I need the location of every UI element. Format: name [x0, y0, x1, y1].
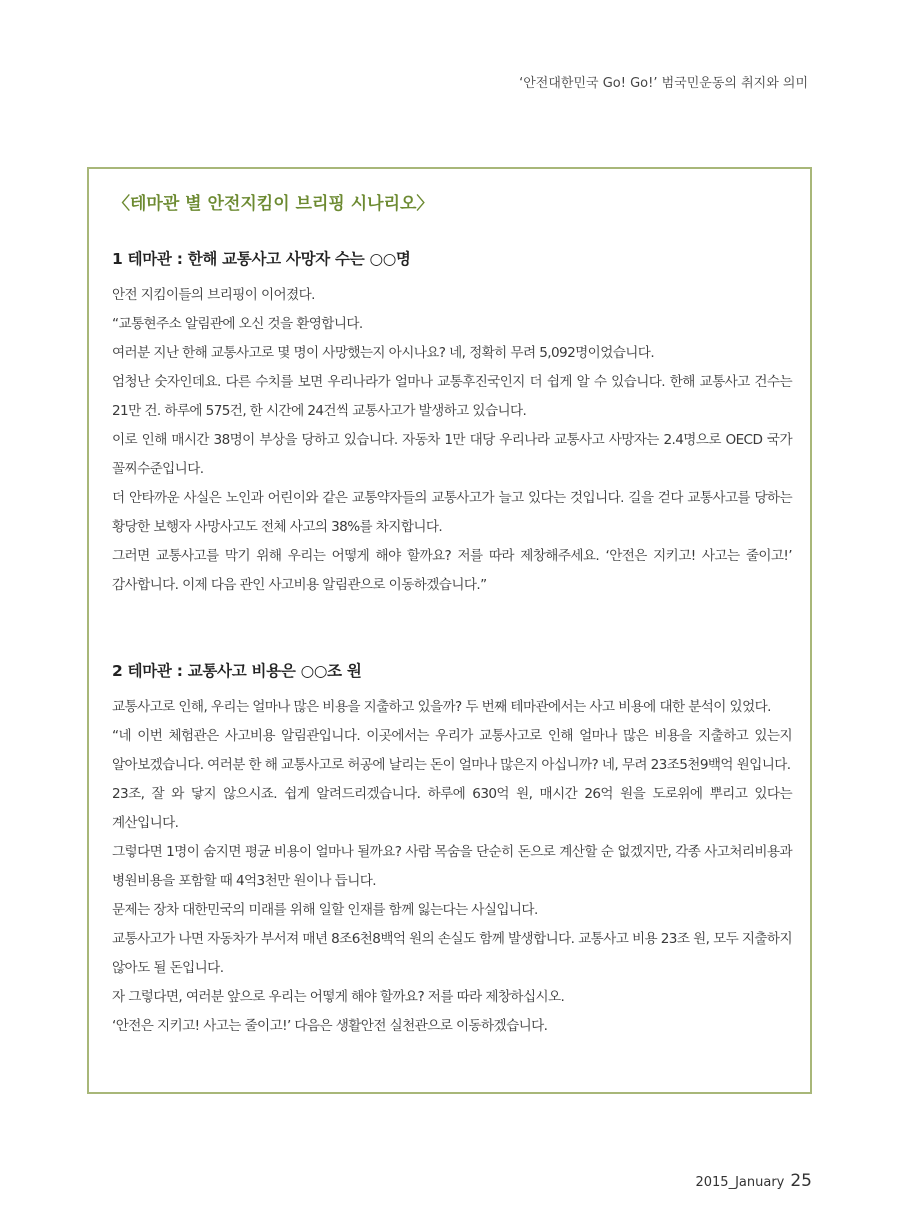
- section-title: 2 테마관 : 교통사고 비용은 ○○조 원: [112, 662, 362, 680]
- paragraph: 이로 인해 매시간 38명이 부상을 당하고 있습니다. 자동차 1만 대당 우리나라 교통사고 사망자는 2.4명으로 OECD 국가 꼴찌수준입니다.: [112, 432, 792, 477]
- section-theme-2: [112, 659, 792, 1041]
- paragraph: 교통사고가 나면 자동차가 부서져 매년 8조6천8백억 원의 손실도 함께 발생합니다. 교통사고 비용 23조 원, 모두 지출하지 않아도 될 돈입니다.: [112, 931, 792, 976]
- paragraph: 교통사고로 인해, 우리는 얼마나 많은 비용을 지출하고 있을까? 두 번째 테마관에서는 사고 비용에 대한 분석이 있었다.: [112, 699, 771, 715]
- paragraph: 안전 지킴이들의 브리핑이 이어졌다.: [112, 287, 315, 303]
- paragraph: 그러면 교통사고를 막기 위해 우리는 어떻게 해야 할까요? 저를 따라 제창해주세요. ‘안전은 지키고! 사고는 줄이고!’ 감사합니다. 이제 다음 관인 사고비용 알림관으로 이동하겠습니다.”: [112, 548, 792, 593]
- paragraph: 엄청난 숫자인데요. 다른 수치를 보면 우리나라가 얼마나 교통후진국인지 더 쉽게 알 수 있습니다. 한해 교통사고 건수는 21만 건. 하루에 575건, 한 시간에 24건씩 교통사고가 발생하고 있습니다.: [112, 374, 792, 419]
- paragraph: 그렇다면 1명이 숨지면 평균 비용이 얼마나 될까요? 사람 목숨을 단순히 돈으로 계산할 순 없겠지만, 각종 사고처리비용과 병원비용을 포함할 때 4억3천만 원이나 듭니다.: [112, 844, 792, 889]
- issue-label: 2015_January: [695, 1175, 785, 1190]
- paragraph: 23조, 잘 와 닿지 않으시죠. 쉽게 알려드리겠습니다. 하루에 630억 원, 매시간 26억 원을 도로위에 뿌리고 있다는 계산입니다.: [112, 786, 792, 831]
- paragraph: 문제는 장차 대한민국의 미래를 위해 일할 인재를 함께 잃는다는 사실입니다.: [112, 902, 538, 918]
- paragraph: 여러분 지난 한해 교통사고로 몇 명이 사망했는지 아시나요? 네, 정확히 무려 5,092명이었습니다.: [112, 345, 655, 361]
- page-footer: [695, 1171, 812, 1191]
- paragraph: “네 이번 체험관은 사고비용 알림관입니다. 이곳에서는 우리가 교통사고로 인해 얼마나 많은 비용을 지출하고 있는지 알아보겠습니다. 여러분 한 해 교통사고로 허공에 날리는 돈이 얼마나 많은지 아십니까? 네, 무려 23조5천9백억 원입니다.: [112, 728, 792, 773]
- box-title: 〈테마관 별 안전지킴이 브리핑 시나리오〉: [113, 194, 434, 214]
- section-title: 1 테마관 : 한해 교통사고 사망자 수는 ○○명: [112, 250, 411, 268]
- page-number: 25: [790, 1171, 812, 1191]
- paragraph: “교통현주소 알림관에 오신 것을 환영합니다.: [112, 316, 363, 332]
- paragraph: 더 안타까운 사실은 노인과 어린이와 같은 교통약자들의 교통사고가 늘고 있다는 것입니다. 길을 걷다 교통사고를 당하는 황당한 보행자 사망사고도 전체 사고의 38%를 차지합니다.: [112, 490, 792, 535]
- running-header: ‘안전대한민국 Go! Go!’ 범국민운동의 취지와 의미: [519, 76, 808, 91]
- briefing-scenario-box: [87, 167, 812, 1094]
- section-theme-1: [112, 247, 792, 600]
- paragraph: ‘안전은 지키고! 사고는 줄이고!’ 다음은 생활안전 실천관으로 이동하겠습니다.: [112, 1018, 548, 1034]
- paragraph: 자 그렇다면, 여러분 앞으로 우리는 어떻게 해야 할까요? 저를 따라 제창하십시오.: [112, 989, 565, 1005]
